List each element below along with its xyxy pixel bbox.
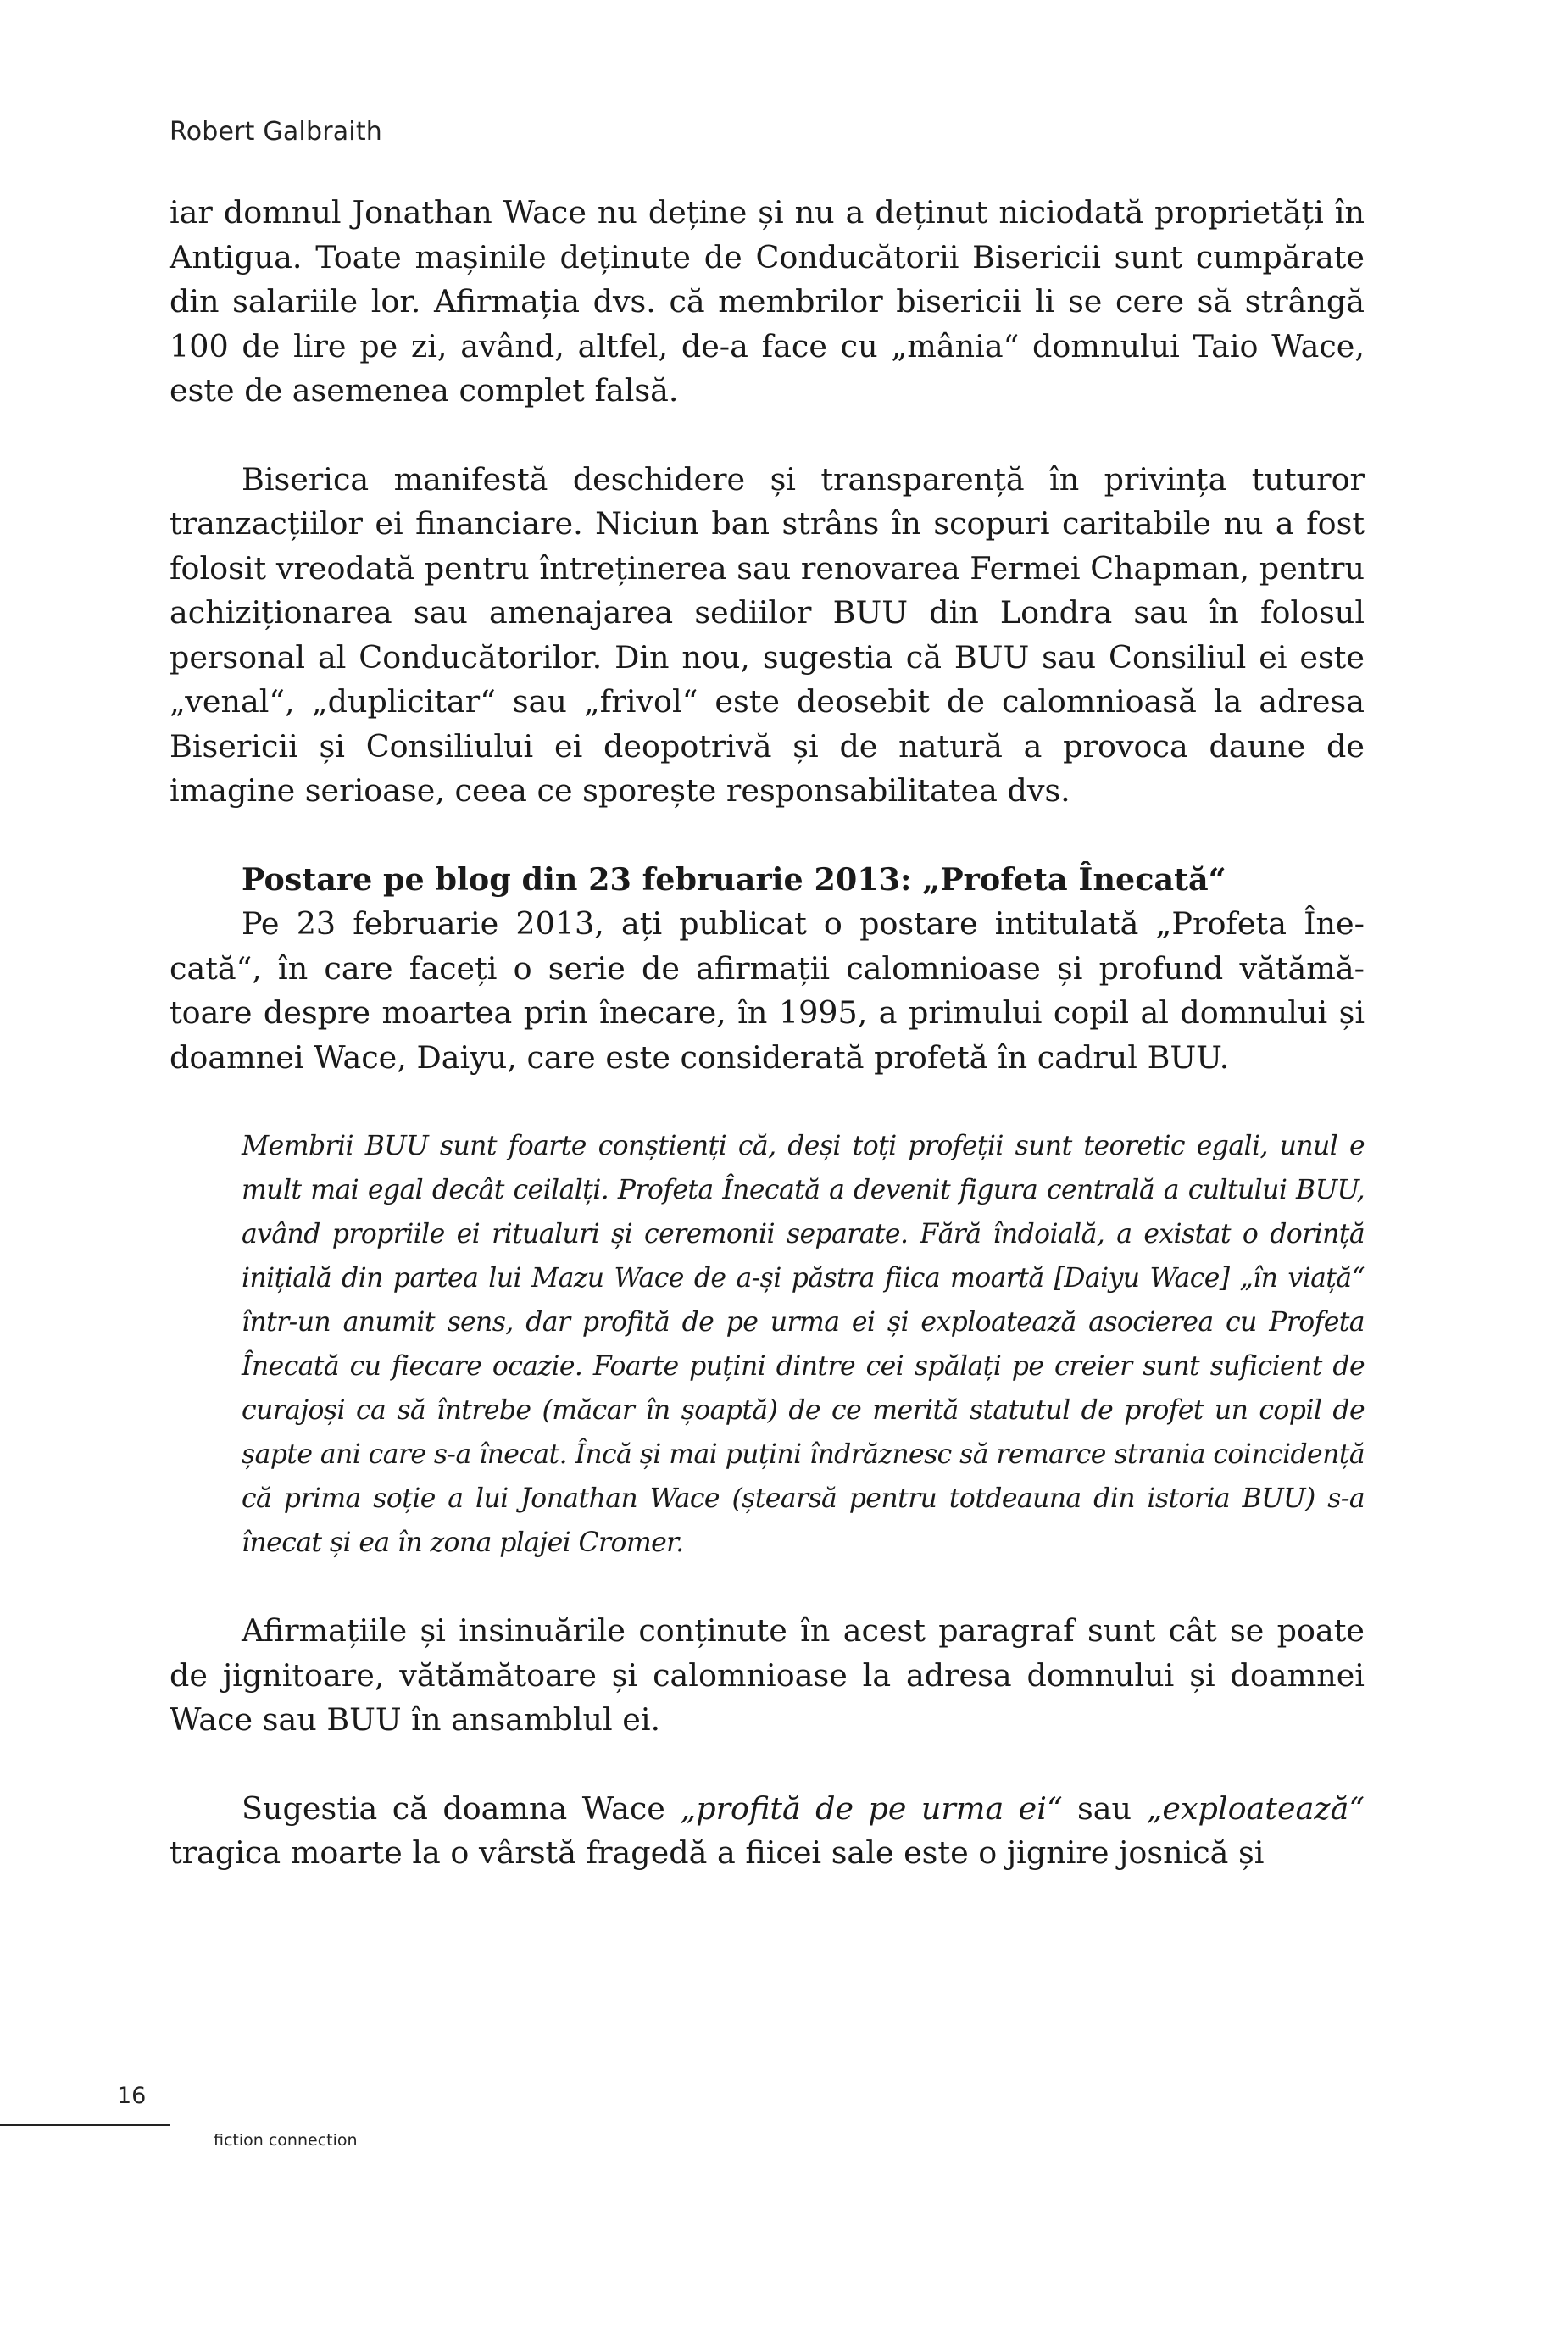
text-run: Sugestia că doamna Wace bbox=[242, 1789, 681, 1827]
text-run: sau bbox=[1062, 1789, 1147, 1827]
emphasis-text: „profită de pe urma ei“ bbox=[680, 1789, 1063, 1827]
paragraph-suggestion bbox=[170, 1787, 1365, 1876]
footer-divider bbox=[0, 2124, 170, 2126]
running-head-author: Robert Galbraith bbox=[170, 117, 383, 147]
section-heading-blog-post: Postare pe blog din 23 februarie 2013: „Profeta Înecată“ bbox=[242, 860, 1226, 898]
paragraph-gap bbox=[170, 1743, 1365, 1787]
paragraph-gap bbox=[170, 1080, 1365, 1124]
page-body bbox=[170, 191, 1365, 1876]
emphasis-text: „exploatează“ bbox=[1146, 1789, 1365, 1827]
text-run: tragica moarte la o vârstă fragedă a fiicei sale este o jignire josnică și bbox=[170, 1834, 1265, 1871]
block-quote: Membrii BUU sunt foarte conștienți că, deși toți profeții sunt teoretic egali, unul e mult mai egal decât ceilalți. Profeta Înecată a devenit figura centrală a cultului BUU, având propriile ei ritualuri și ceremonii separate. Fără îndoială, a existat o dorință inițială din partea lui Mazu Wace de a-și păstra fiica moartă [Daiyu Wace] „în viață“ într-un anumit sens, dar profită de pe urma ei și exploatează asocierea cu Profeta Înecată cu fiecare ocazie. Foarte puțini dintre cei spălați pe creier sunt suficient de curajoși ca să întrebe (măcar în șoaptă) de ce merită statutul de profet un copil de șapte ani care s-a înecat. Încă și mai puțini îndrăznesc să remarce strania coincidență că prima soție a lui Jonathan Wace (ștearsă pentru totdeauna din istoria BUU) s-a înecat și ea în zona plajei Cromer. bbox=[242, 1131, 1365, 1558]
paragraph-gap bbox=[170, 1565, 1365, 1609]
paragraph-allegations: Afirmațiile și insinuările conținute în acest paragraf sunt cât se poate de jignitoare, vătămătoare și calomnioase la adresa domnului și doamnei Wace sau BUU în ansamblul ei. bbox=[170, 1612, 1365, 1738]
paragraph-gap bbox=[170, 414, 1365, 458]
paragraph-gap bbox=[170, 814, 1365, 858]
paragraph-finances: Biserica manifestă deschidere și transparență în privința tuturor tranzacțiilor ei financiare. Niciun ban strâns în scopuri caritabile nu a fost folosit vreodată pentru întreținerea sau renovarea Fermei Chapman, pentru achiziționarea sau amenajarea sediilor BUU din Londra sau în folosul personal al Conducătorilor. Din nou, sugestia că BUU sau Consiliul ei este „venal“, „duplicitar“ sau „frivol“ este deosebit de calomnioasă la adresa Bisericii și Consiliului ei deopotrivă și de natură a provoca daune de imagine serioase, ceea ce sporește responsabilitatea dvs. bbox=[170, 460, 1365, 809]
page-number: 16 bbox=[117, 2083, 147, 2109]
publisher-name: fiction connection bbox=[214, 2131, 358, 2150]
paragraph-blog-post: Pe 23 februarie 2013, ați publicat o postare intitulată „Profeta Înecată“, în care faceți o serie de afirmații calomnioase și profund vătămătoare despre moartea prin înecare, în 1995, a primului copil al domnului și doamnei Wace, Daiyu, care este considerată profetă în cadrul BUU. bbox=[170, 905, 1365, 1076]
paragraph-antigua: iar domnul Jonathan Wace nu deține și nu a deținut niciodată proprietăți în Antigua. Toate mașinile deținute de Conducătorii Bisericii sunt cumpărate din salariile lor. Afirmația dvs. că membrilor bisericii li se cere să strângă 100 de lire pe zi, având, altfel, de-a face cu „mânia“ domnului Taio Wace, este de asemenea complet falsă. bbox=[170, 194, 1365, 409]
